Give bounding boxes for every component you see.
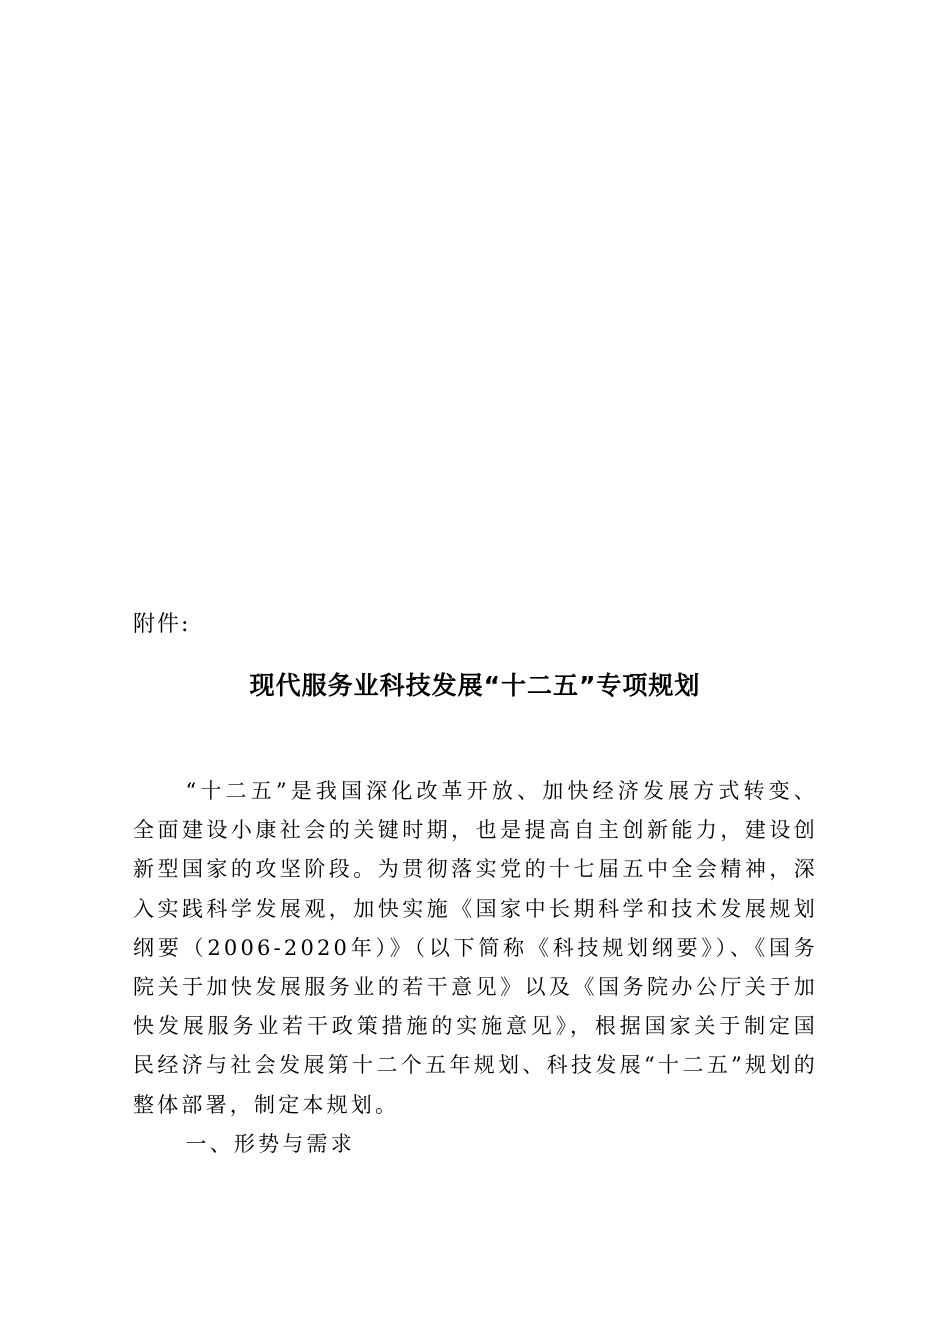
intro-paragraph: “十二五”是我国深化改革开放、加快经济发展方式转变、全面建设小康社会的关键时期，也是提高自主创新能力，建设创新型国家的攻坚阶段。为贯彻落实党的十七届五中全会精神，深入实践科学发展观，加快实施《国家中长期科学和技术发展规划纲要（2006-2020年）》（以下简称《科技规划纲要》）、《国务院关于加快发展服务业的若干意见》以及《国务院办公厅关于加快发展服务业若干政策措施的实施意见》，根据国家关于制定国民经济与社会发展第十二个五年规划、科技发展“十二五”规划的整体部署，制定本规划。: [133, 779, 818, 1117]
document-body: [133, 772, 818, 1164]
section-heading: 一、形势与需求: [185, 1131, 355, 1156]
document-title: 现代服务业科技发展“十二五”专项规划: [249, 671, 701, 700]
attachment-label: 附件:: [133, 612, 191, 637]
